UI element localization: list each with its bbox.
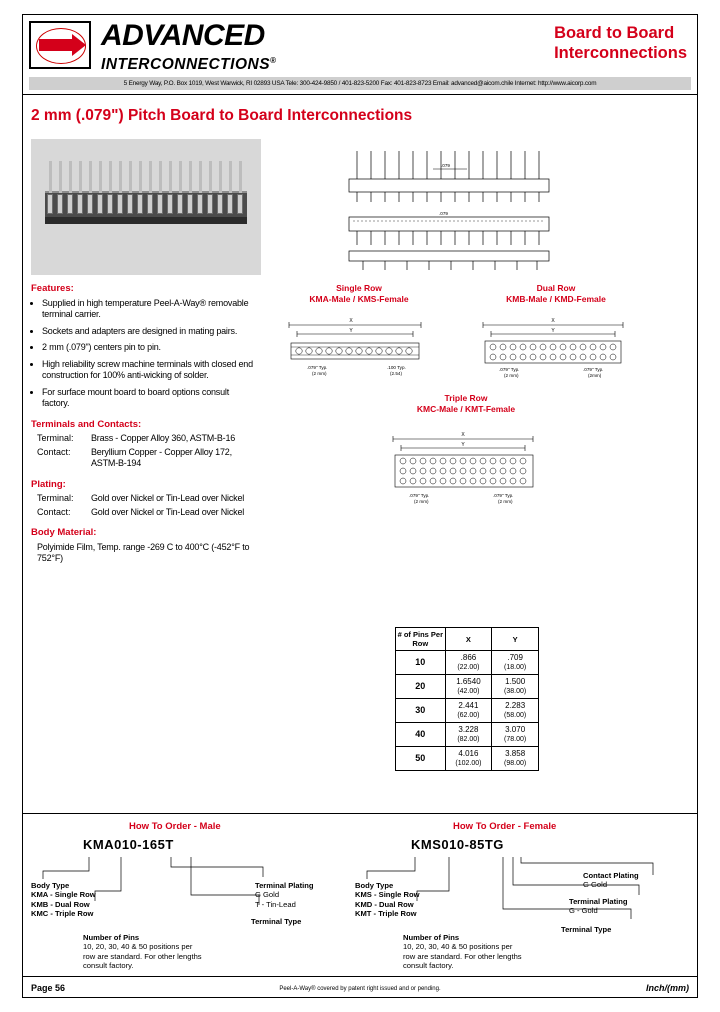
spec-label: Terminal: — [37, 493, 74, 503]
spec-row — [37, 447, 253, 470]
order-female-title: How To Order - Female — [453, 821, 557, 832]
body-material-heading: Body Material: — [31, 527, 97, 538]
table-row — [396, 723, 539, 747]
list-item: • For surface mount board to board options consult factory. — [42, 387, 253, 410]
svg-text:.079" Typ.: .079" Typ. — [583, 367, 604, 372]
page-header — [23, 15, 697, 93]
order-male-body-type-row: KMC - Triple Row — [31, 909, 94, 919]
svg-text:.079" Typ.: .079" Typ. — [499, 367, 520, 372]
cell-y: 1.500 (38.00) — [492, 675, 539, 699]
svg-text:(2 mm): (2 mm) — [312, 371, 327, 376]
order-female-contact-plating-heading: Contact Plating — [583, 871, 639, 880]
config-single-row — [271, 283, 447, 388]
order-male-terminal-plating — [255, 881, 347, 909]
cell-pins: 30 — [396, 699, 446, 723]
config-triple-row — [371, 393, 561, 520]
config-dual-row — [463, 283, 649, 388]
order-female-body-type-row: KMD - Dual Row — [355, 899, 414, 909]
order-female-contact-plating — [583, 871, 687, 890]
svg-text:.079: .079 — [439, 211, 448, 216]
list-item: • 2 mm (.079") centers pin to pin. — [42, 342, 253, 354]
order-female-contact-plating-row: G Gold — [583, 880, 608, 890]
cell-y: 3.858 (98.00) — [492, 747, 539, 771]
svg-text:Y: Y — [349, 328, 353, 334]
order-female-terminal-plating-heading: Terminal Plating — [569, 897, 628, 906]
svg-text:(2mm): (2mm) — [588, 373, 602, 378]
order-male-body-type — [31, 881, 141, 919]
footer-divider — [23, 976, 697, 977]
config-dual-row-title1: Dual Row — [536, 283, 576, 293]
svg-text:(2 mm): (2 mm) — [414, 499, 429, 504]
spec-row — [37, 507, 253, 519]
plating-heading: Plating: — [31, 478, 66, 490]
header-title-line1: Board to Board — [554, 24, 675, 42]
order-male-body-type-row: KMB - Dual Row — [31, 899, 90, 909]
order-male-body-type-row: KMA - Single Row — [31, 890, 96, 900]
cell-pins: 20 — [396, 675, 446, 699]
table-row — [396, 675, 539, 699]
document-page — [22, 14, 698, 998]
svg-text:Y: Y — [461, 442, 465, 448]
header-divider — [23, 94, 697, 95]
order-female-body-type-row: KMT - Triple Row — [355, 909, 417, 919]
list-item: • High reliability screw machine terminals with closed end construction for 100% anti-wicking of solder. — [42, 359, 253, 382]
config-triple-row-title2: KMC-Male / KMT-Female — [416, 404, 516, 414]
order-section-divider — [23, 813, 697, 814]
order-male-title: How To Order - Male — [129, 821, 221, 832]
order-male-plating-row: T - Tin-Lead — [255, 899, 296, 909]
order-female-num-pins-text: 10, 20, 30, 40 & 50 positions per row are standard. For other lengths consult factory. — [403, 942, 522, 971]
svg-text:.079: .079 — [441, 163, 450, 168]
order-female-body-type-row: KMS - Single Row — [355, 890, 420, 900]
cell-x: 1.6540 (42.00) — [445, 675, 492, 699]
cell-y: .709 (18.00) — [492, 651, 539, 675]
config-dual-row-title2: KMB-Male / KMD-Female — [506, 294, 606, 304]
table-header-row — [396, 628, 539, 651]
features-column — [31, 283, 253, 565]
order-female-body-type-heading: Body Type — [355, 881, 394, 890]
order-female-terminal-plating — [569, 897, 679, 916]
cell-y: 3.070 (78.00) — [492, 723, 539, 747]
units-note: Inch/(mm) — [645, 983, 689, 993]
terminals-heading: Terminals and Contacts: — [31, 418, 142, 430]
spec-value: Gold over Nickel or Tin-Lead over Nickel — [91, 506, 245, 517]
order-male-num-pins-heading: Number of Pins — [83, 933, 140, 942]
body-material-section — [31, 527, 253, 565]
config-dual-row-drawing — [463, 305, 649, 383]
company-logo — [29, 21, 91, 69]
order-female-part-number: KMS010-85TG — [411, 837, 504, 852]
col-header-x: X — [445, 628, 492, 651]
features-list — [42, 298, 253, 410]
svg-text:Y: Y — [551, 328, 555, 334]
technical-drawing-side-views — [273, 139, 693, 275]
order-male-num-pins-text: 10, 20, 30, 40 & 50 positions per row are standard. For other lengths consult factory. — [83, 942, 202, 971]
list-item: • Supplied in high temperature Peel-A-Way® removable terminal carrier. — [42, 298, 253, 321]
col-header-pins: # of Pins Per Row — [396, 628, 446, 651]
svg-text:(2 mm): (2 mm) — [498, 499, 513, 504]
cell-pins: 40 — [396, 723, 446, 747]
svg-text:.079" Typ.: .079" Typ. — [409, 493, 430, 498]
config-single-row-title2: KMA-Male / KMS-Female — [309, 294, 409, 304]
order-female-num-pins — [403, 933, 525, 971]
page-number: Page 56 — [31, 983, 66, 993]
order-male-plating-row: G Gold — [255, 890, 280, 900]
cell-pins: 50 — [396, 747, 446, 771]
order-male-part-number: KMA010-165T — [83, 837, 174, 852]
page-title: 2 mm (.079") Pitch Board to Board Interconnections — [31, 107, 413, 124]
table-row — [396, 747, 539, 771]
svg-text:X: X — [551, 318, 555, 324]
header-title — [554, 23, 687, 63]
order-male-num-pins — [83, 933, 203, 971]
brand-name: ADVANCED — [101, 19, 265, 52]
table-row — [396, 699, 539, 723]
brand-subname: INTERCONNECTIONS® — [101, 56, 277, 74]
svg-text:(2.54): (2.54) — [390, 371, 403, 376]
header-title-line2: Interconnections — [554, 44, 687, 62]
pin-dimensions-table — [395, 627, 539, 771]
spec-row — [37, 433, 253, 445]
config-triple-row-drawing — [371, 415, 561, 515]
order-female-terminal-type: Terminal Type — [561, 925, 612, 934]
order-female-body-type — [355, 881, 465, 919]
body-material-text: Polyimide Film, Temp. range -269 C to 400°C (-452°F to 752°F) — [37, 541, 250, 563]
list-item: • Sockets and adapters are designed in mating pairs. — [42, 326, 253, 338]
cell-x: .866 (22.00) — [445, 651, 492, 675]
svg-text:.100 Typ.: .100 Typ. — [387, 365, 406, 370]
config-single-row-title1: Single Row — [336, 283, 382, 293]
cell-x: 3.228 (82.00) — [445, 723, 492, 747]
terminals-section — [31, 419, 253, 470]
logo-arrow-icon — [39, 39, 73, 51]
svg-text:(2 mm): (2 mm) — [504, 373, 519, 378]
svg-text:.079" Typ.: .079" Typ. — [493, 493, 514, 498]
order-female-num-pins-heading: Number of Pins — [403, 933, 460, 942]
photo-carrier-strip — [45, 217, 247, 224]
config-single-row-drawing — [271, 305, 447, 383]
spec-label: Contact: — [37, 446, 71, 457]
order-female-terminal-plating-row: G - Gold — [569, 906, 598, 916]
svg-text:.079" Typ.: .079" Typ. — [307, 365, 328, 370]
features-heading: Features: — [31, 283, 74, 294]
plating-section — [31, 479, 253, 519]
brand-block — [101, 21, 276, 73]
svg-text:X: X — [461, 432, 465, 438]
spec-value: Beryllium Copper - Copper Alloy 172, ASTM-B-194 — [91, 446, 232, 468]
cell-y: 2.283 (58.00) — [492, 699, 539, 723]
spec-label: Terminal: — [37, 433, 74, 443]
spec-value: Brass - Copper Alloy 360, ASTM-B-16 — [91, 433, 236, 443]
config-triple-row-title1: Triple Row — [444, 393, 488, 403]
order-male-terminal-type: Terminal Type — [251, 917, 302, 926]
cell-pins: 10 — [396, 651, 446, 675]
cell-x: 2.441 (62.00) — [445, 699, 492, 723]
cell-x: 4.016 (102.00) — [445, 747, 492, 771]
registered-trademark-icon: ® — [270, 56, 277, 65]
footer-legal-note: Peel-A-Way® covered by patent right issued and or pending. — [279, 986, 441, 992]
col-header-y: Y — [492, 628, 539, 651]
spec-row — [37, 493, 253, 505]
order-male-terminal-plating-heading: Terminal Plating — [255, 881, 314, 890]
spec-value: Gold over Nickel or Tin-Lead over Nickel — [91, 493, 245, 503]
table-row — [396, 651, 539, 675]
product-photo — [31, 139, 261, 275]
order-male-body-type-heading: Body Type — [31, 881, 70, 890]
dim-x-label: X — [349, 318, 353, 324]
spec-label: Contact: — [37, 506, 71, 517]
company-address-bar: 5 Energy Way, P.O. Box 1019, West Warwick, RI 02893 USA Tele: 300-424-9850 / 401-823-5200 Fax: 401-823-8723 Email: advanced@aicom.chile Internet: http://www.aicorp.com — [29, 77, 691, 90]
